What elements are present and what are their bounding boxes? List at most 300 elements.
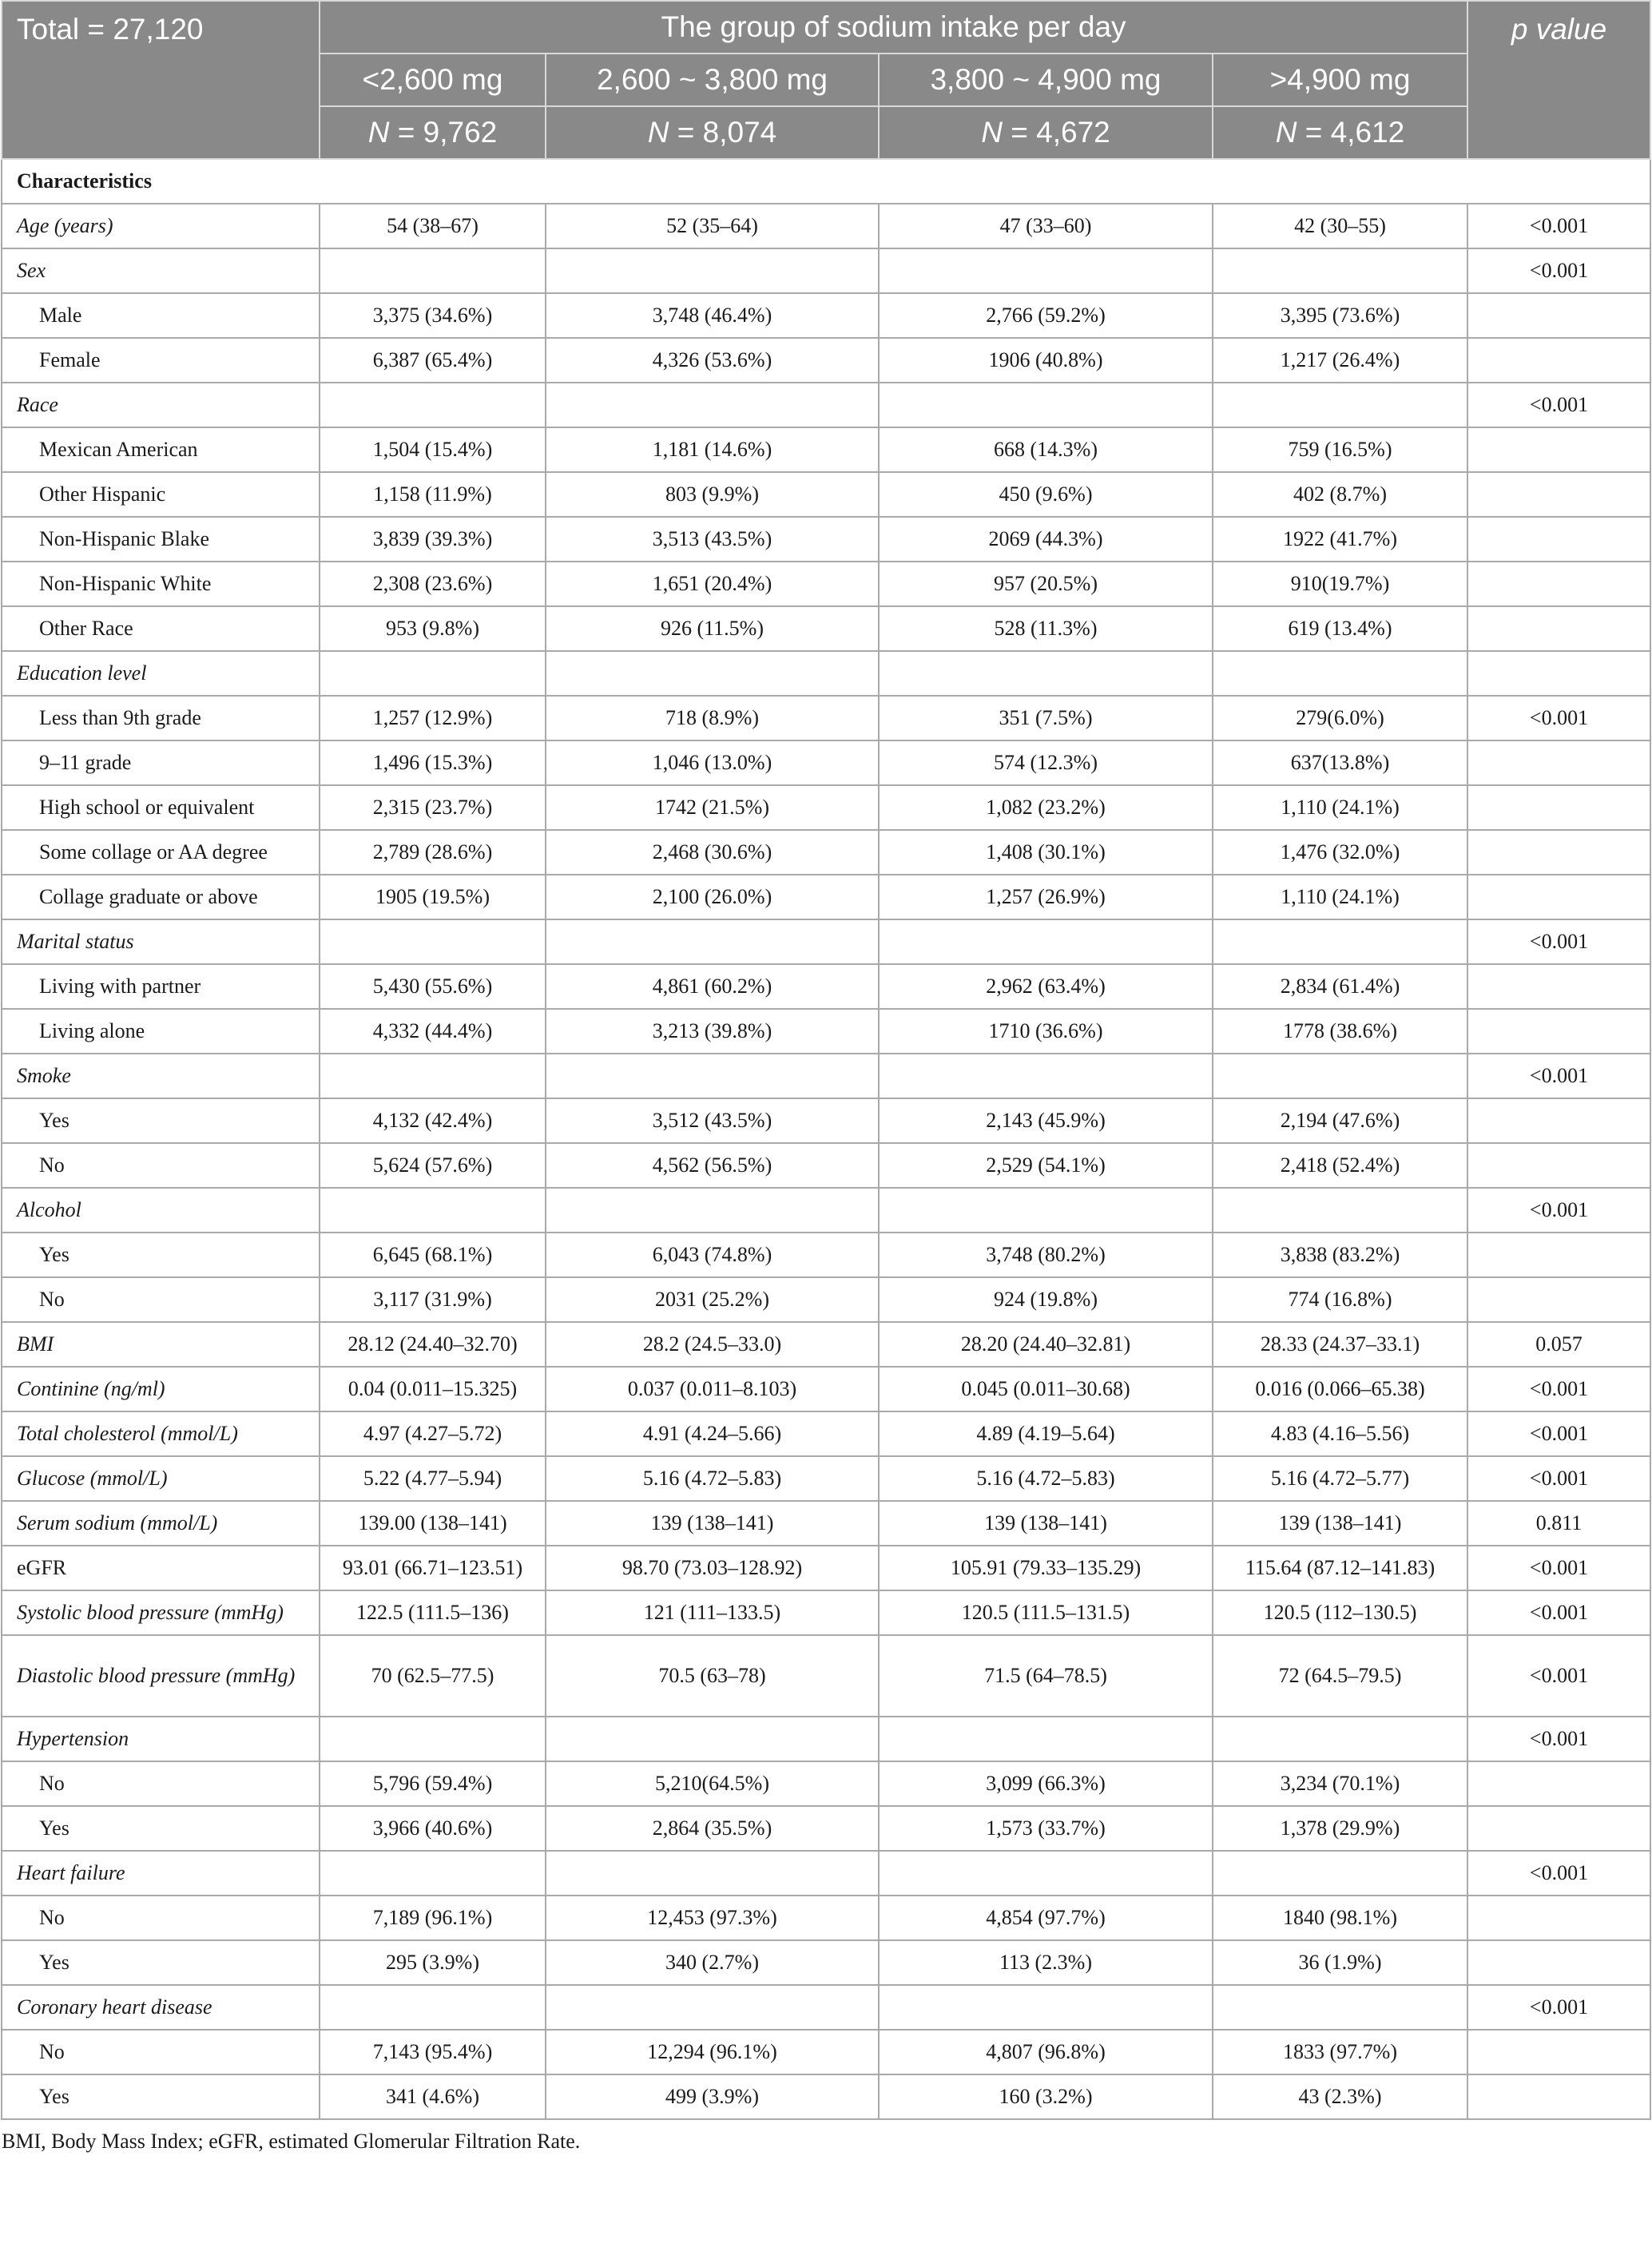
cell-value: 2,308 (23.6%) (320, 562, 546, 606)
cell-value (1213, 1985, 1467, 2030)
row-label: Systolic blood pressure (mmHg) (2, 1590, 320, 1635)
group-label: >4,900 mg (1213, 54, 1467, 106)
table-row (2, 785, 1650, 830)
cell-value (879, 383, 1213, 427)
row-label: Non-Hispanic White (2, 562, 320, 606)
p-value: <0.001 (1467, 204, 1650, 248)
row-label: Other Race (2, 606, 320, 651)
cell-value (879, 1717, 1213, 1761)
cell-value: 619 (13.4%) (1213, 606, 1467, 651)
row-label: eGFR (2, 1546, 320, 1590)
cell-value: 2,766 (59.2%) (879, 293, 1213, 338)
cell-value: 28.20 (24.40–32.81) (879, 1322, 1213, 1367)
cell-value: 3,213 (39.8%) (546, 1009, 879, 1054)
table-row (2, 248, 1650, 293)
cell-value: 279(6.0%) (1213, 696, 1467, 740)
cell-value: 7,143 (95.4%) (320, 2030, 546, 2074)
p-value (1467, 2074, 1650, 2119)
cell-value (1213, 651, 1467, 696)
cell-value (546, 1985, 879, 2030)
table-row (2, 517, 1650, 562)
p-value: <0.001 (1467, 919, 1650, 964)
cell-value: 4.89 (4.19–5.64) (879, 1411, 1213, 1456)
cell-value: 122.5 (111.5–136) (320, 1590, 546, 1635)
table-row (2, 2030, 1650, 2074)
table-row (2, 1098, 1650, 1143)
cell-value: 341 (4.6%) (320, 2074, 546, 2119)
p-value (1467, 1098, 1650, 1143)
cell-value: 4,807 (96.8%) (879, 2030, 1213, 2074)
table-row (2, 1635, 1650, 1717)
cell-value: 2069 (44.3%) (879, 517, 1213, 562)
cell-value: 1906 (40.8%) (879, 338, 1213, 383)
cell-value: 1,046 (13.0%) (546, 740, 879, 785)
table-row (2, 696, 1650, 740)
cell-value (320, 919, 546, 964)
row-label: Other Hispanic (2, 472, 320, 517)
cell-value (546, 919, 879, 964)
row-label: Yes (2, 2074, 320, 2119)
cell-value: 6,645 (68.1%) (320, 1233, 546, 1277)
table-row (2, 1501, 1650, 1546)
cell-value: 1,257 (26.9%) (879, 875, 1213, 919)
p-value (1467, 875, 1650, 919)
cell-value (320, 383, 546, 427)
cell-value: 2,962 (63.4%) (879, 964, 1213, 1009)
cell-value: 574 (12.3%) (879, 740, 1213, 785)
cell-value: 4,854 (97.7%) (879, 1896, 1213, 1940)
cell-value: 1742 (21.5%) (546, 785, 879, 830)
group-title: The group of sodium intake per day (320, 1, 1467, 54)
table-row (2, 964, 1650, 1009)
cell-value (320, 1851, 546, 1896)
cell-value: 924 (19.8%) (879, 1277, 1213, 1322)
p-value (1467, 651, 1650, 696)
cell-value: 2,834 (61.4%) (1213, 964, 1467, 1009)
group-n: N = 8,074 (546, 106, 879, 159)
p-value (1467, 517, 1650, 562)
cell-value: 2,143 (45.9%) (879, 1098, 1213, 1143)
cell-value: 774 (16.8%) (1213, 1277, 1467, 1322)
cell-value: 28.2 (24.5–33.0) (546, 1322, 879, 1367)
cell-value: 4,562 (56.5%) (546, 1143, 879, 1188)
row-label: Yes (2, 1098, 320, 1143)
row-label: Living alone (2, 1009, 320, 1054)
table-row (2, 1054, 1650, 1098)
row-label: Living with partner (2, 964, 320, 1009)
row-label: No (2, 1896, 320, 1940)
table-row (2, 472, 1650, 517)
cell-value (1213, 1054, 1467, 1098)
cell-value: 295 (3.9%) (320, 1940, 546, 1985)
cell-value: 3,748 (46.4%) (546, 293, 879, 338)
row-label: 9–11 grade (2, 740, 320, 785)
row-label: Smoke (2, 1054, 320, 1098)
table-row (2, 1367, 1650, 1411)
cell-value: 499 (3.9%) (546, 2074, 879, 2119)
table-row (2, 1143, 1650, 1188)
cell-value: 1,082 (23.2%) (879, 785, 1213, 830)
p-value (1467, 427, 1650, 472)
cell-value: 450 (9.6%) (879, 472, 1213, 517)
cell-value: 528 (11.3%) (879, 606, 1213, 651)
section-row (2, 159, 1650, 204)
cell-value: 6,387 (65.4%) (320, 338, 546, 383)
table-body (2, 159, 1650, 2119)
p-value: <0.001 (1467, 1367, 1650, 1411)
table-row (2, 1851, 1650, 1896)
cell-value: 668 (14.3%) (879, 427, 1213, 472)
p-value (1467, 1009, 1650, 1054)
cell-value: 0.04 (0.011–15.325) (320, 1367, 546, 1411)
cell-value: 402 (8.7%) (1213, 472, 1467, 517)
row-label: Male (2, 293, 320, 338)
table-row (2, 919, 1650, 964)
row-label: Less than 9th grade (2, 696, 320, 740)
group-label: 2,600 ~ 3,800 mg (546, 54, 879, 106)
group-label: <2,600 mg (320, 54, 546, 106)
cell-value: 3,512 (43.5%) (546, 1098, 879, 1143)
cell-value: 5.16 (4.72–5.83) (546, 1456, 879, 1501)
cell-value: 5,796 (59.4%) (320, 1761, 546, 1806)
cell-value: 1710 (36.6%) (879, 1009, 1213, 1054)
row-label: No (2, 2030, 320, 2074)
cell-value: 2,468 (30.6%) (546, 830, 879, 875)
row-label: High school or equivalent (2, 785, 320, 830)
row-label: Diastolic blood pressure (mmHg) (2, 1635, 320, 1717)
cell-value: 4,332 (44.4%) (320, 1009, 546, 1054)
footnote: BMI, Body Mass Index; eGFR, estimated Glomerular Filtration Rate. (2, 2130, 581, 2153)
table-row (2, 1940, 1650, 1985)
cell-value: 1,217 (26.4%) (1213, 338, 1467, 383)
table-row (2, 1806, 1650, 1851)
p-value: <0.001 (1467, 248, 1650, 293)
table-row (2, 1411, 1650, 1456)
cell-value: 1840 (98.1%) (1213, 1896, 1467, 1940)
p-value: <0.001 (1467, 1985, 1650, 2030)
cell-value (879, 1054, 1213, 1098)
cell-value: 1,476 (32.0%) (1213, 830, 1467, 875)
row-label: Hypertension (2, 1717, 320, 1761)
cell-value: 139.00 (138–141) (320, 1501, 546, 1546)
p-value: <0.001 (1467, 1635, 1650, 1717)
row-label: Yes (2, 1940, 320, 1985)
cell-value: 351 (7.5%) (879, 696, 1213, 740)
cell-value: 47 (33–60) (879, 204, 1213, 248)
cell-value: 4.91 (4.24–5.66) (546, 1411, 879, 1456)
cell-value (1213, 1717, 1467, 1761)
cell-value: 3,099 (66.3%) (879, 1761, 1213, 1806)
p-value (1467, 1940, 1650, 1985)
p-value: 0.057 (1467, 1322, 1650, 1367)
cell-value: 2,418 (52.4%) (1213, 1143, 1467, 1188)
cell-value: 0.016 (0.066–65.38) (1213, 1367, 1467, 1411)
cell-value (320, 248, 546, 293)
cell-value: 28.33 (24.37–33.1) (1213, 1322, 1467, 1367)
cell-value (546, 1717, 879, 1761)
baseline-characteristics-table (1, 0, 1651, 2120)
table-header (2, 1, 1650, 159)
row-label: Mexican American (2, 427, 320, 472)
table-row (2, 383, 1650, 427)
row-label: Non-Hispanic Blake (2, 517, 320, 562)
p-value: <0.001 (1467, 1546, 1650, 1590)
row-label: No (2, 1143, 320, 1188)
cell-value: 3,966 (40.6%) (320, 1806, 546, 1851)
row-label: Serum sodium (mmol/L) (2, 1501, 320, 1546)
cell-value: 1,257 (12.9%) (320, 696, 546, 740)
cell-value: 139 (138–141) (1213, 1501, 1467, 1546)
row-label: BMI (2, 1322, 320, 1367)
table-row (2, 651, 1650, 696)
table-row (2, 1009, 1650, 1054)
group-n: N = 9,762 (320, 106, 546, 159)
cell-value: 72 (64.5–79.5) (1213, 1635, 1467, 1717)
cell-value (879, 919, 1213, 964)
table-row (2, 204, 1650, 248)
cell-value: 1778 (38.6%) (1213, 1009, 1467, 1054)
p-value (1467, 1896, 1650, 1940)
cell-value: 637(13.8%) (1213, 740, 1467, 785)
cell-value (546, 1188, 879, 1233)
p-value (1467, 740, 1650, 785)
cell-value: 1,573 (33.7%) (879, 1806, 1213, 1851)
cell-value: 4,326 (53.6%) (546, 338, 879, 383)
p-value: <0.001 (1467, 1717, 1650, 1761)
row-label: Race (2, 383, 320, 427)
cell-value: 98.70 (73.03–128.92) (546, 1546, 879, 1590)
p-value (1467, 964, 1650, 1009)
table-row (2, 1717, 1650, 1761)
group-label: 3,800 ~ 4,900 mg (879, 54, 1213, 106)
cell-value: 3,748 (80.2%) (879, 1233, 1213, 1277)
row-label: Female (2, 338, 320, 383)
p-value (1467, 1761, 1650, 1806)
cell-value: 0.045 (0.011–30.68) (879, 1367, 1213, 1411)
cell-value: 953 (9.8%) (320, 606, 546, 651)
row-label: Collage graduate or above (2, 875, 320, 919)
cell-value (1213, 383, 1467, 427)
cell-value: 5.22 (4.77–5.94) (320, 1456, 546, 1501)
cell-value (546, 1851, 879, 1896)
total-count: Total = 27,120 (2, 1, 320, 159)
cell-value: 4.83 (4.16–5.56) (1213, 1411, 1467, 1456)
table-row (2, 1985, 1650, 2030)
cell-value: 43 (2.3%) (1213, 2074, 1467, 2119)
row-label: Heart failure (2, 1851, 320, 1896)
cell-value (1213, 1188, 1467, 1233)
cell-value (1213, 919, 1467, 964)
cell-value (546, 651, 879, 696)
cell-value: 718 (8.9%) (546, 696, 879, 740)
cell-value (320, 1985, 546, 2030)
cell-value: 115.64 (87.12–141.83) (1213, 1546, 1467, 1590)
table-row (2, 1456, 1650, 1501)
cell-value: 70.5 (63–78) (546, 1635, 879, 1717)
cell-value: 2,315 (23.7%) (320, 785, 546, 830)
cell-value: 139 (138–141) (546, 1501, 879, 1546)
cell-value: 1,378 (29.9%) (1213, 1806, 1467, 1851)
cell-value: 113 (2.3%) (879, 1940, 1213, 1985)
cell-value (879, 1985, 1213, 2030)
cell-value: 6,043 (74.8%) (546, 1233, 879, 1277)
table-row (2, 1761, 1650, 1806)
cell-value: 1,110 (24.1%) (1213, 785, 1467, 830)
table-row (2, 562, 1650, 606)
p-value (1467, 338, 1650, 383)
cell-value: 1,408 (30.1%) (879, 830, 1213, 875)
cell-value: 2,100 (26.0%) (546, 875, 879, 919)
cell-value: 52 (35–64) (546, 204, 879, 248)
p-value: <0.001 (1467, 1054, 1650, 1098)
cell-value: 120.5 (111.5–131.5) (879, 1590, 1213, 1635)
p-value: <0.001 (1467, 1456, 1650, 1501)
cell-value: 7,189 (96.1%) (320, 1896, 546, 1940)
cell-value: 139 (138–141) (879, 1501, 1213, 1546)
cell-value: 803 (9.9%) (546, 472, 879, 517)
p-value: <0.001 (1467, 383, 1650, 427)
cell-value: 54 (38–67) (320, 204, 546, 248)
table-row (2, 1896, 1650, 1940)
p-value: 0.811 (1467, 1501, 1650, 1546)
cell-value (1213, 248, 1467, 293)
cell-value: 12,453 (97.3%) (546, 1896, 879, 1940)
table-row (2, 1277, 1650, 1322)
p-value: <0.001 (1467, 1590, 1650, 1635)
cell-value: 120.5 (112–130.5) (1213, 1590, 1467, 1635)
table-row (2, 606, 1650, 651)
cell-value (879, 248, 1213, 293)
cell-value: 42 (30–55) (1213, 204, 1467, 248)
p-value (1467, 293, 1650, 338)
cell-value: 1833 (97.7%) (1213, 2030, 1467, 2074)
row-label: Total cholesterol (mmol/L) (2, 1411, 320, 1456)
cell-value: 4.97 (4.27–5.72) (320, 1411, 546, 1456)
cell-value: 926 (11.5%) (546, 606, 879, 651)
cell-value: 12,294 (96.1%) (546, 2030, 879, 2074)
cell-value: 105.91 (79.33–135.29) (879, 1546, 1213, 1590)
cell-value: 5.16 (4.72–5.77) (1213, 1456, 1467, 1501)
cell-value: 3,375 (34.6%) (320, 293, 546, 338)
table-row (2, 427, 1650, 472)
table-row (2, 740, 1650, 785)
cell-value (1213, 1851, 1467, 1896)
cell-value: 28.12 (24.40–32.70) (320, 1322, 546, 1367)
group-n: N = 4,672 (879, 106, 1213, 159)
p-value-header: p value (1467, 1, 1650, 159)
row-label: Sex (2, 248, 320, 293)
p-value: <0.001 (1467, 1851, 1650, 1896)
cell-value: 910(19.7%) (1213, 562, 1467, 606)
row-label: Continine (ng/ml) (2, 1367, 320, 1411)
cell-value: 3,117 (31.9%) (320, 1277, 546, 1322)
p-value (1467, 1233, 1650, 1277)
cell-value: 3,513 (43.5%) (546, 517, 879, 562)
cell-value: 1,158 (11.9%) (320, 472, 546, 517)
cell-value (879, 1188, 1213, 1233)
cell-value: 5,624 (57.6%) (320, 1143, 546, 1188)
row-label: Some collage or AA degree (2, 830, 320, 875)
cell-value (320, 1054, 546, 1098)
row-label: Age (years) (2, 204, 320, 248)
cell-value: 2031 (25.2%) (546, 1277, 879, 1322)
p-value (1467, 472, 1650, 517)
cell-value: 70 (62.5–77.5) (320, 1635, 546, 1717)
p-value (1467, 1806, 1650, 1851)
p-value (1467, 2030, 1650, 2074)
table-row (2, 1188, 1650, 1233)
cell-value: 2,789 (28.6%) (320, 830, 546, 875)
row-label: Alcohol (2, 1188, 320, 1233)
cell-value: 5,430 (55.6%) (320, 964, 546, 1009)
cell-value: 1,110 (24.1%) (1213, 875, 1467, 919)
cell-value: 5,210(64.5%) (546, 1761, 879, 1806)
cell-value: 957 (20.5%) (879, 562, 1213, 606)
cell-value: 1,651 (20.4%) (546, 562, 879, 606)
cell-value: 121 (111–133.5) (546, 1590, 879, 1635)
p-value (1467, 830, 1650, 875)
cell-value: 340 (2.7%) (546, 1940, 879, 1985)
cell-value: 3,839 (39.3%) (320, 517, 546, 562)
cell-value: 1905 (19.5%) (320, 875, 546, 919)
table-row (2, 2074, 1650, 2119)
p-value (1467, 785, 1650, 830)
section-title: Characteristics (2, 159, 1650, 204)
cell-value: 4,132 (42.4%) (320, 1098, 546, 1143)
cell-value: 36 (1.9%) (1213, 1940, 1467, 1985)
p-value (1467, 606, 1650, 651)
row-label: No (2, 1277, 320, 1322)
table-row (2, 875, 1650, 919)
row-label: Glucose (mmol/L) (2, 1456, 320, 1501)
cell-value: 759 (16.5%) (1213, 427, 1467, 472)
table-row (2, 830, 1650, 875)
cell-value (879, 651, 1213, 696)
row-label: Yes (2, 1233, 320, 1277)
row-label: Marital status (2, 919, 320, 964)
p-value: <0.001 (1467, 696, 1650, 740)
cell-value: 2,864 (35.5%) (546, 1806, 879, 1851)
p-value (1467, 1277, 1650, 1322)
row-label: Coronary heart disease (2, 1985, 320, 2030)
cell-value: 2,194 (47.6%) (1213, 1098, 1467, 1143)
cell-value: 160 (3.2%) (879, 2074, 1213, 2119)
table-row (2, 338, 1650, 383)
cell-value: 0.037 (0.011–8.103) (546, 1367, 879, 1411)
cell-value (320, 651, 546, 696)
cell-value: 1,181 (14.6%) (546, 427, 879, 472)
group-n: N = 4,612 (1213, 106, 1467, 159)
cell-value (546, 383, 879, 427)
p-value (1467, 1143, 1650, 1188)
cell-value: 93.01 (66.71–123.51) (320, 1546, 546, 1590)
cell-value: 5.16 (4.72–5.83) (879, 1456, 1213, 1501)
cell-value (320, 1188, 546, 1233)
table-row (2, 1590, 1650, 1635)
cell-value: 4,861 (60.2%) (546, 964, 879, 1009)
cell-value (320, 1717, 546, 1761)
cell-value: 1,504 (15.4%) (320, 427, 546, 472)
table-row (2, 1322, 1650, 1367)
table-row (2, 1546, 1650, 1590)
row-label: No (2, 1761, 320, 1806)
row-label: Yes (2, 1806, 320, 1851)
cell-value: 2,529 (54.1%) (879, 1143, 1213, 1188)
cell-value (546, 1054, 879, 1098)
cell-value: 1,496 (15.3%) (320, 740, 546, 785)
table-row (2, 293, 1650, 338)
p-value: <0.001 (1467, 1411, 1650, 1456)
